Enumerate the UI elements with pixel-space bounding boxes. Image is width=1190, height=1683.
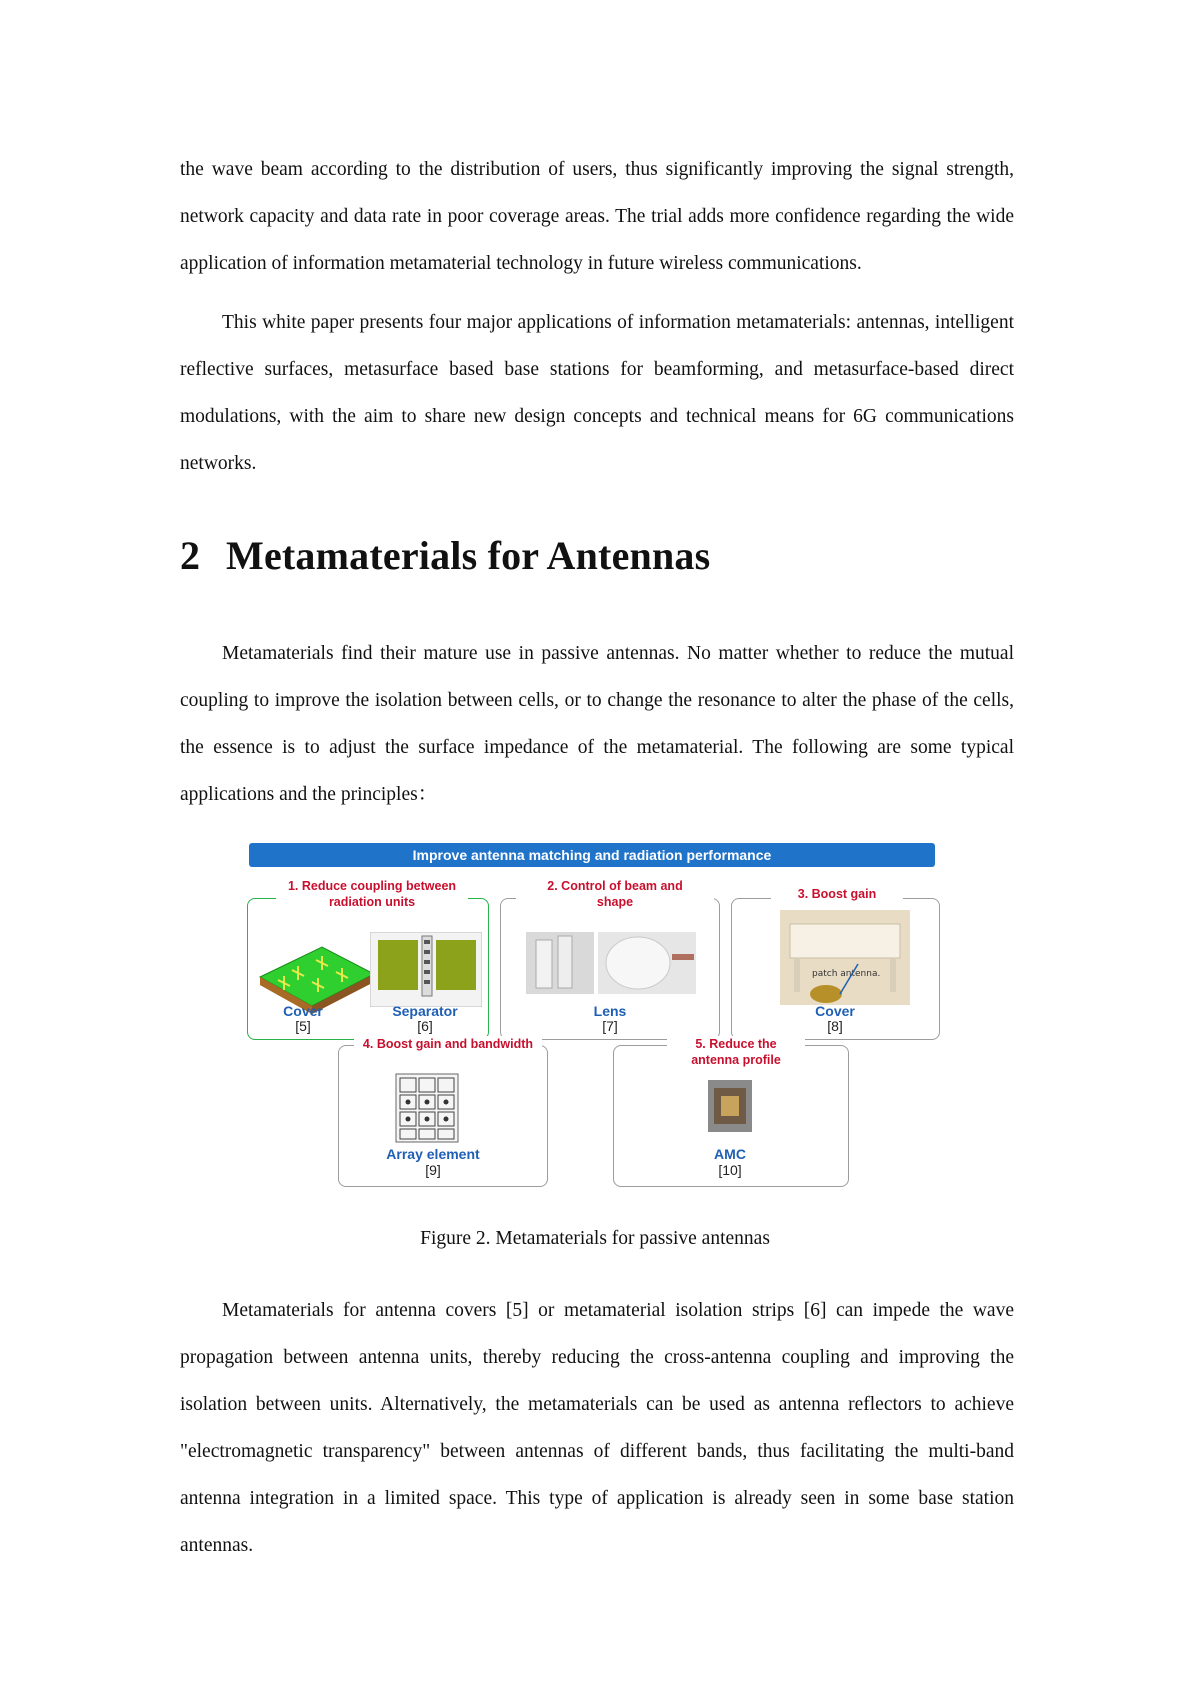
amc-ref: [10] — [718, 1162, 742, 1178]
panel5-title-line1: 5. Reduce the — [695, 1037, 777, 1051]
figure-passive-antennas — [240, 840, 940, 1195]
figure-caption: Figure 2. Metamaterials for passive antennas — [420, 1228, 770, 1249]
panel5-title-line2: antenna profile — [691, 1053, 781, 1067]
panel1-title-line1: 1. Reduce coupling between — [287, 879, 457, 893]
cover-label-1: Cover — [283, 1003, 323, 1019]
paragraph-2: This white paper presents four major applications of information metamaterials: antennas, intelligent reflective surfaces, metasurface based base stations for beamforming, and metasurface-based direct modulations, with the aim to share new design concepts and technical means for 6G communications networks. — [180, 312, 1014, 474]
panel4-title: 4. Boost gain and bandwidth — [354, 1036, 542, 1052]
cover-ref-1: [5] — [295, 1018, 311, 1034]
array-element-ref: [9] — [425, 1162, 441, 1178]
panel2-title-line2: shape — [596, 895, 634, 909]
array-element-image — [392, 1062, 462, 1154]
cover-ref-2: [8] — [827, 1018, 843, 1034]
paragraph-4: Metamaterials for antenna covers [5] or metamaterial isolation strips [6] can impede the wave propagation between antenna units, thereby reducing the cross-antenna coupling and improving the isolation between units. Alternatively, the metamaterials can be used as antenna reflectors to achieve "electromagnetic transparency" between antennas of different bands, thus facilitating the multi-band antenna integration in a limited space. This type of application is already seen in some base station antennas. — [180, 1300, 1014, 1556]
paragraph-1: the wave beam according to the distribution of users, thus significantly improving the signal strength, network capacity and data rate in poor coverage areas. The trial adds more confidence regarding the wide application of information metamaterial technology in future wireless communications. — [180, 159, 1014, 274]
section-number: 2 — [180, 533, 201, 578]
cover-label-2: Cover — [815, 1003, 855, 1019]
amc-photo — [708, 1080, 752, 1132]
lens-ref: [7] — [602, 1018, 618, 1034]
figure-banner: Improve antenna matching and radiation performance — [249, 843, 935, 867]
patch-antenna-photo — [780, 910, 910, 1005]
separator-label: Separator — [392, 1003, 458, 1019]
patch-antenna-caption: patch antenna. — [812, 969, 881, 979]
amc-label: AMC — [714, 1146, 746, 1162]
separator-antenna-image — [370, 932, 482, 1007]
paragraph-3: Metamaterials find their mature use in passive antennas. No matter whether to reduce the mutual coupling to improve the isolation between cells, or to change the resonance to alter the phase of the cells, the essence is to adjust the surface impedance of the metamaterial. The following are some typical applications and the principles： — [180, 643, 1014, 805]
panel3-title: 3. Boost gain — [771, 886, 903, 902]
panel1-title — [276, 878, 468, 910]
lens-label: Lens — [593, 1003, 627, 1019]
lens-image — [526, 932, 696, 994]
section-title: Metamaterials for Antennas — [226, 533, 711, 578]
panel2-title-line1: 2. Control of beam and — [547, 879, 683, 893]
separator-ref: [6] — [417, 1018, 433, 1034]
panel5-title — [667, 1036, 805, 1068]
section-heading — [180, 532, 710, 579]
panel2-title — [516, 878, 714, 910]
panel1-title-line2: radiation units — [328, 895, 416, 909]
array-element-label: Array element — [386, 1146, 480, 1162]
